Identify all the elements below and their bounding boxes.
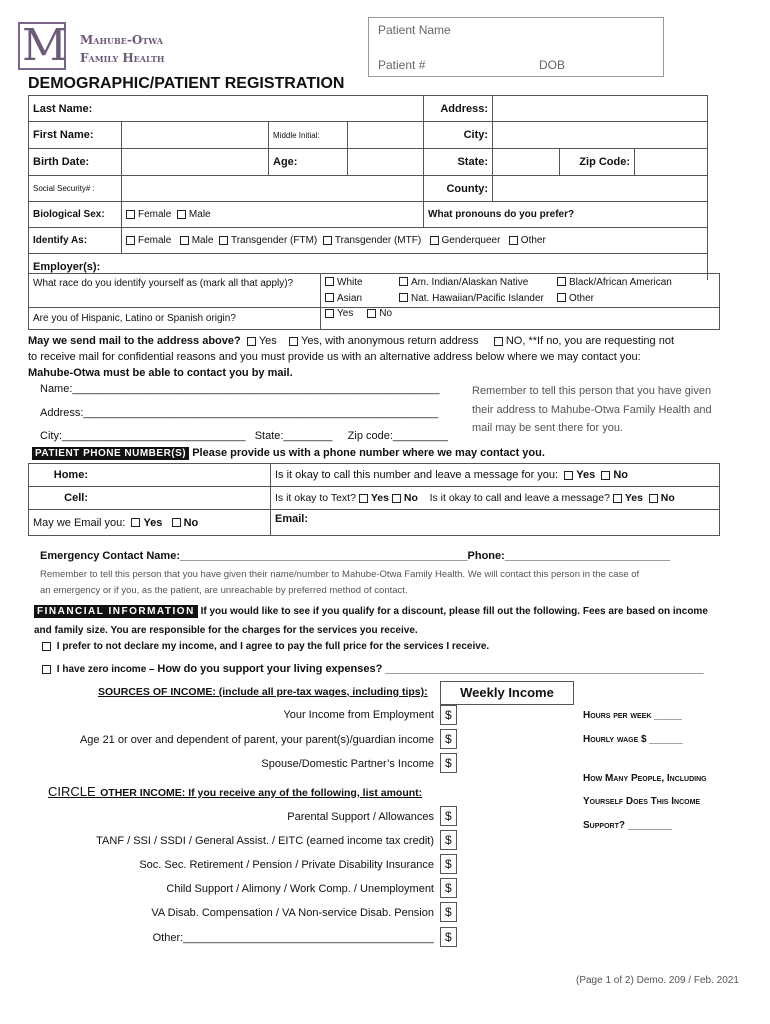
home-message-question[interactable]: Is it okay to call this number and leave a message for you: Yes No bbox=[271, 464, 720, 487]
other-income-label: VA Disab. Compensation / VA Non-service Disab. Pension bbox=[151, 907, 434, 919]
last-name-field[interactable]: Last Name: bbox=[29, 96, 424, 122]
alt-address-field[interactable]: Address:__________________________________________________________ bbox=[40, 407, 439, 419]
checkbox-icon[interactable] bbox=[325, 293, 334, 302]
page-title: DEMOGRAPHIC/PATIENT REGISTRATION bbox=[28, 75, 345, 92]
checkbox-icon[interactable] bbox=[613, 494, 622, 503]
checkbox-icon[interactable] bbox=[180, 236, 189, 245]
employer-field[interactable]: Employer(s): bbox=[29, 254, 708, 280]
checkbox-icon[interactable] bbox=[42, 642, 51, 651]
cell-phone-field[interactable] bbox=[92, 487, 271, 510]
address-label: Address: bbox=[424, 96, 493, 122]
identify-as-label: Identify As: bbox=[29, 228, 122, 254]
checkbox-icon[interactable] bbox=[564, 471, 573, 480]
checkbox-icon[interactable] bbox=[247, 337, 256, 346]
race-table bbox=[28, 273, 720, 330]
middle-initial-field[interactable]: Middle Initial: bbox=[269, 122, 424, 149]
age-field[interactable]: Age: bbox=[269, 149, 424, 176]
phone-heading: PATIENT PHONE NUMBER(S) Please provide us with a phone number where we may contact you. bbox=[32, 447, 545, 459]
county-field[interactable] bbox=[493, 176, 708, 202]
income-sources-heading: SOURCES OF INCOME: (include all pre-tax wages, including tips): bbox=[98, 686, 428, 698]
bio-sex-options[interactable]: Female Male bbox=[122, 202, 424, 228]
dob-label: DOB bbox=[539, 58, 566, 72]
other-income-amount[interactable]: $ bbox=[440, 902, 457, 922]
financial-intro: and family size. You are responsible for the charges for the services you receive. bbox=[34, 625, 418, 636]
income-opt-out[interactable]: I prefer to not declare my income, and I agree to pay the full price for the services I receive. bbox=[42, 641, 489, 652]
checkbox-icon[interactable] bbox=[177, 210, 186, 219]
weekly-income-header: Weekly Income bbox=[440, 681, 574, 705]
checkbox-icon[interactable] bbox=[392, 494, 401, 503]
income-amount-field[interactable]: $ bbox=[440, 753, 457, 773]
page-footer: (Page 1 of 2) Demo. 209 / Feb. 2021 bbox=[576, 975, 739, 986]
zero-income[interactable]: I have zero income – How do you support your living expenses? ____________________________________________________ bbox=[42, 663, 703, 675]
checkbox-icon[interactable] bbox=[325, 309, 334, 318]
other-income-amount[interactable]: $ bbox=[440, 878, 457, 898]
state-field[interactable] bbox=[493, 149, 560, 176]
checkbox-icon[interactable] bbox=[649, 494, 658, 503]
alt-address-note: Remember to tell this person that you have given their address to Mahube-Otwa Family Health and mail may be sent there for you. bbox=[472, 385, 712, 434]
alt-name-field[interactable]: Name:____________________________________________________________ bbox=[40, 383, 440, 395]
household-size-field[interactable]: Support? ________ bbox=[583, 820, 673, 831]
checkbox-icon[interactable] bbox=[126, 236, 135, 245]
home-phone-field[interactable] bbox=[92, 464, 271, 487]
pronouns-field[interactable]: What pronouns do you prefer? bbox=[424, 202, 708, 228]
home-label: Home: bbox=[29, 464, 93, 487]
emergency-contact-field[interactable]: Emergency Contact Name:_______________________________________________Phone:___________________________ bbox=[40, 550, 670, 562]
checkbox-icon[interactable] bbox=[289, 337, 298, 346]
first-name-label: First Name: bbox=[29, 122, 122, 149]
mail-question-line: May we send mail to the address above? Yes Yes, with anonymous return address NO, **If no, you are requesting not bbox=[28, 335, 675, 347]
financial-heading: FINANCIAL INFORMATION If you would like to see if you qualify for a discount, please fill out the following. Fees are based on income bbox=[34, 606, 708, 617]
org-name: Mahube-Otwa Family Health bbox=[80, 33, 165, 65]
bio-sex-label: Biological Sex: bbox=[29, 202, 122, 228]
address-field[interactable] bbox=[493, 96, 708, 122]
state-label: State: bbox=[424, 149, 493, 176]
patient-id-box[interactable] bbox=[368, 17, 664, 77]
other-income-label: Child Support / Alimony / Work Comp. / Unemployment bbox=[166, 883, 434, 895]
other-income-label: TANF / SSI / SSDI / General Assist. / EITC (earned income tax credit) bbox=[96, 835, 434, 847]
income-row-label: Your Income from Employment bbox=[283, 709, 434, 721]
city-field[interactable] bbox=[493, 122, 708, 149]
other-income-amount[interactable]: $ bbox=[440, 927, 457, 947]
demographics-table bbox=[28, 95, 708, 280]
race-options[interactable]: White Am. Indian/Alaskan Native Black/African American Asian Nat. Hawaiian/Pacific Islander Other bbox=[321, 274, 720, 308]
email-consent[interactable]: May we Email you: Yes No bbox=[29, 510, 271, 536]
checkbox-icon[interactable] bbox=[557, 277, 566, 286]
ssn-field[interactable] bbox=[122, 176, 424, 202]
cell-label: Cell: bbox=[29, 487, 93, 510]
other-income-label: Other:_________________________________________ bbox=[152, 932, 434, 944]
household-size-line1: How Many People, Including bbox=[583, 773, 707, 784]
checkbox-icon[interactable] bbox=[399, 277, 408, 286]
ssn-label: Social Security# : bbox=[29, 176, 122, 202]
checkbox-icon[interactable] bbox=[359, 494, 368, 503]
mail-instruction: to receive mail for confidential reasons and you must provide us with an alternative address below where we may contact you: bbox=[28, 351, 641, 363]
other-income-amount[interactable]: $ bbox=[440, 806, 457, 826]
patient-number-label: Patient # bbox=[378, 58, 426, 72]
city-label: City: bbox=[424, 122, 493, 149]
emergency-note-2: an emergency or if you, as the patient, are unreachable by preferred method of contact. bbox=[40, 585, 408, 596]
alt-city-field[interactable]: City:______________________________ State:________ Zip code:_________ bbox=[40, 430, 448, 442]
hourly-wage-field[interactable]: Hourly wage $ ______ bbox=[583, 734, 683, 745]
checkbox-icon[interactable] bbox=[131, 518, 140, 527]
checkbox-icon[interactable] bbox=[509, 236, 518, 245]
county-label: County: bbox=[424, 176, 493, 202]
other-income-amount[interactable]: $ bbox=[440, 854, 457, 874]
income-amount-field[interactable]: $ bbox=[440, 705, 457, 725]
email-field[interactable]: Email: bbox=[271, 510, 720, 536]
checkbox-icon[interactable] bbox=[494, 337, 503, 346]
checkbox-icon[interactable] bbox=[367, 309, 376, 318]
income-amount-field[interactable]: $ bbox=[440, 729, 457, 749]
other-income-label: Parental Support / Allowances bbox=[287, 811, 434, 823]
birth-date-label: Birth Date: bbox=[29, 149, 122, 176]
checkbox-icon[interactable] bbox=[430, 236, 439, 245]
zip-field[interactable]: Zip Code: bbox=[560, 149, 708, 176]
logo-letter: M bbox=[22, 20, 68, 71]
birth-date-field[interactable] bbox=[122, 149, 269, 176]
checkbox-icon[interactable] bbox=[325, 277, 334, 286]
first-name-field[interactable] bbox=[122, 122, 269, 149]
hispanic-options[interactable]: Yes No bbox=[321, 308, 720, 330]
other-income-heading: CIRCLE OTHER INCOME: If you receive any of the following, list amount: bbox=[48, 784, 423, 799]
checkbox-icon[interactable] bbox=[557, 293, 566, 302]
other-income-label: Soc. Sec. Retirement / Pension / Private Disability Insurance bbox=[139, 859, 434, 871]
other-income-amount[interactable]: $ bbox=[440, 830, 457, 850]
race-question: What race do you identify yourself as (mark all that apply)? bbox=[29, 274, 321, 308]
checkbox-icon[interactable] bbox=[126, 210, 135, 219]
cell-questions[interactable]: Is it okay to Text? Yes No Is it okay to call and leave a message? Yes No bbox=[271, 487, 720, 510]
checkbox-icon[interactable] bbox=[323, 236, 332, 245]
mail-requirement: Mahube-Otwa must be able to contact you by mail. bbox=[28, 367, 293, 379]
income-row-label: Spouse/Domestic Partner’s Income bbox=[261, 758, 434, 770]
checkbox-icon[interactable] bbox=[399, 293, 408, 302]
checkbox-icon[interactable] bbox=[42, 665, 51, 674]
patient-name-label: Patient Name bbox=[378, 23, 451, 37]
hours-per-week-field[interactable]: Hours per week _____ bbox=[583, 710, 682, 721]
identify-as-options[interactable]: Female Male Transgender (FTM) Transgender (MTF) Genderqueer Other bbox=[122, 228, 708, 254]
checkbox-icon[interactable] bbox=[601, 471, 610, 480]
household-size-line2: Yourself Does This Income bbox=[583, 796, 701, 807]
income-row-label: Age 21 or over and dependent of parent, your parent(s)/guardian income bbox=[79, 734, 434, 746]
checkbox-icon[interactable] bbox=[219, 236, 228, 245]
hispanic-question: Are you of Hispanic, Latino or Spanish origin? bbox=[29, 308, 321, 330]
checkbox-icon[interactable] bbox=[172, 518, 181, 527]
emergency-note-1: Remember to tell this person that you have given their name/number to Mahube-Otwa Family Health. We will contact this person in the case of bbox=[40, 569, 640, 580]
phone-table bbox=[28, 463, 720, 536]
